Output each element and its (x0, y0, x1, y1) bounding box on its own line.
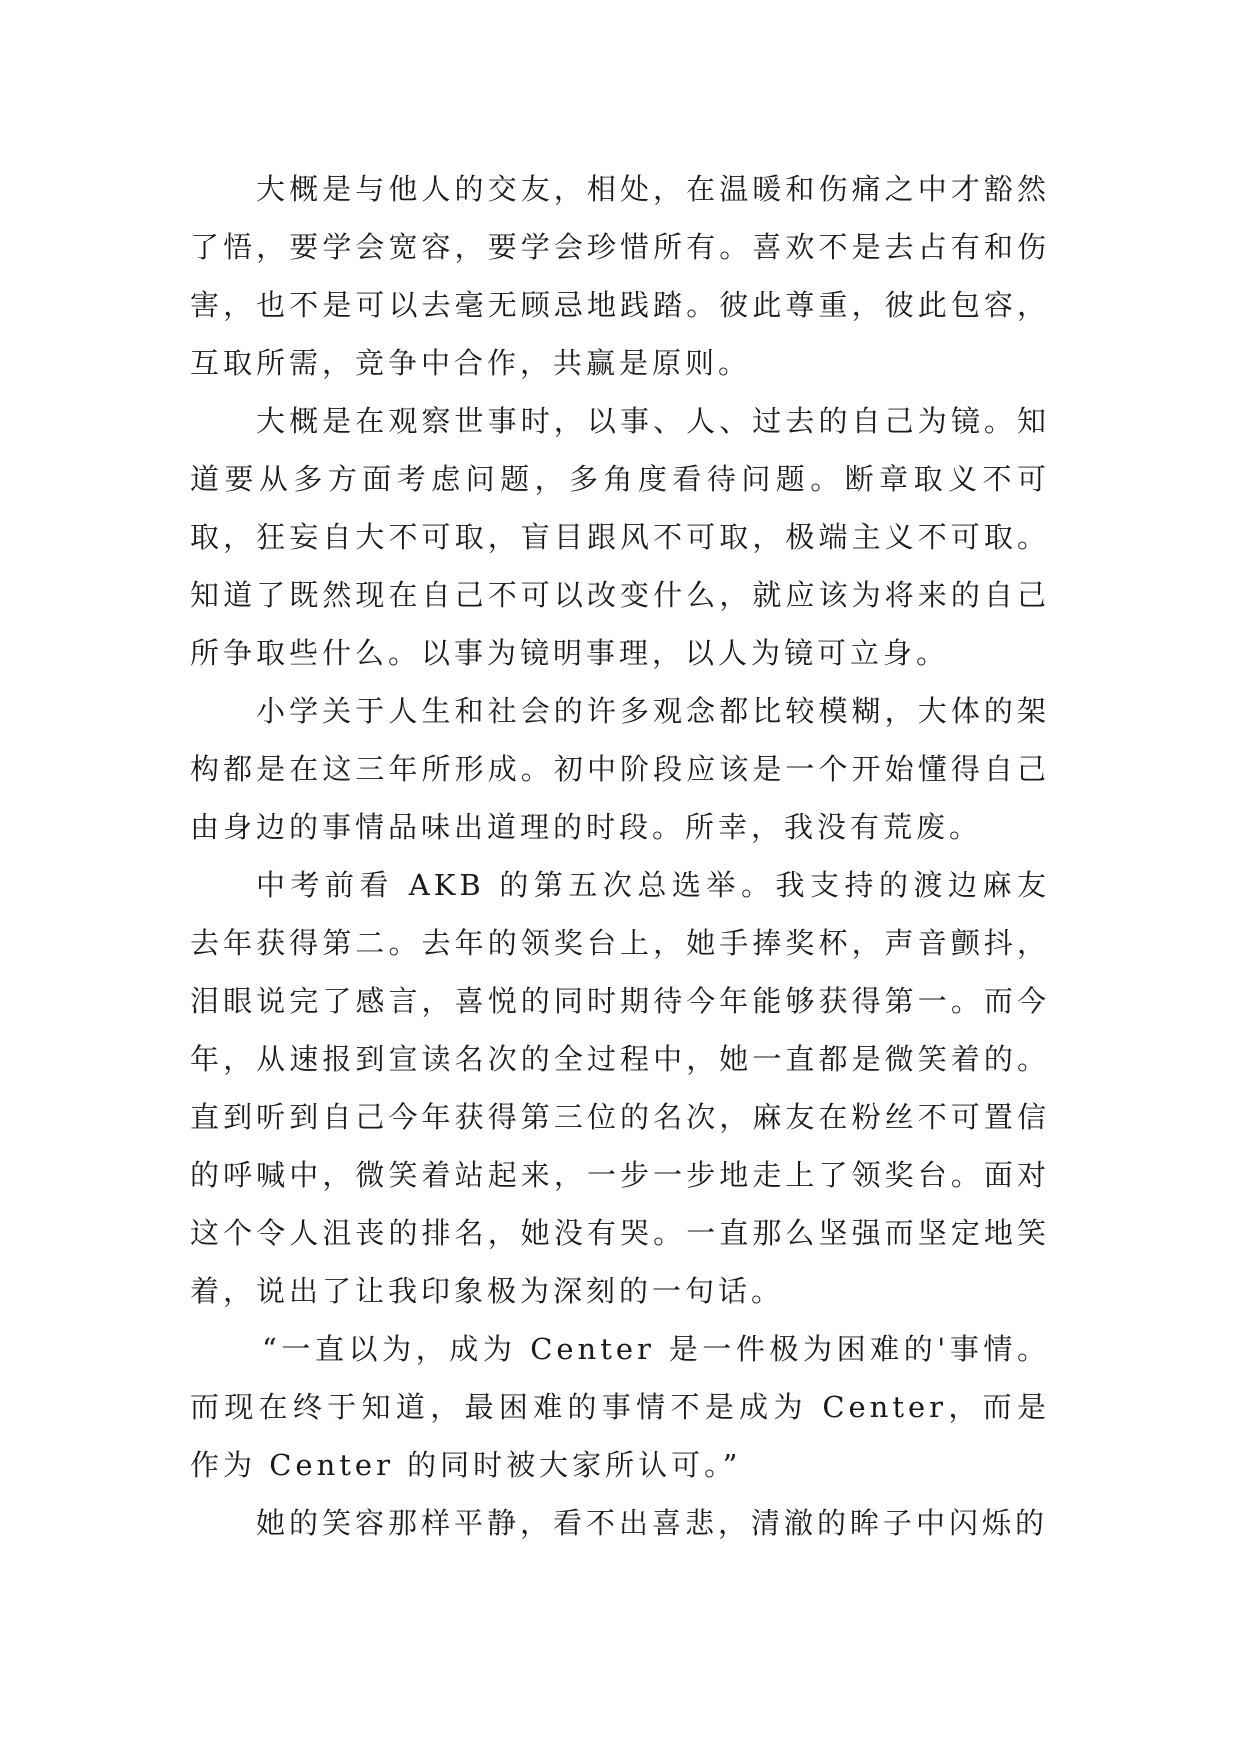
paragraph-1: 大概是与他人的交友，相处，在温暖和伤痛之中才豁然了悟，要学会宽容，要学会珍惜所有。喜欢不是去占有和伤害，也不是可以去毫无顾忌地践踏。彼此尊重，彼此包容，互取所需，竞争中合作，共赢是原则。 (190, 172, 1050, 380)
quote-paragraph: “一直以为，成为 Center 是一件极为困难的'事情。而现在终于知道，最困难的事情不是成为 Center，而是作为 Center 的同时被大家所认可。” (190, 1332, 1050, 1482)
paragraph-6: 她的笑容那样平静，看不出喜悲，清澈的眸子中闪烁的 (256, 1506, 1049, 1540)
body-text (190, 160, 1050, 1552)
paragraph-4: 中考前看 AKB 的第五次总选举。我支持的渡边麻友去年获得第二。去年的领奖台上，她手捧奖杯，声音颤抖，泪眼说完了感言，喜悦的同时期待今年能够获得第一。而今年，从速报到宣读名次的全过程中，她一直都是微笑着的。直到听到自己今年获得第三位的名次，麻友在粉丝不可置信的呼喊中，微笑着站起来，一步一步地走上了领奖台。面对这个令人沮丧的排名，她没有哭。一直那么坚强而坚定地笑着，说出了让我印象极为深刻的一句话。 (190, 868, 1050, 1308)
paragraph-3: 小学关于人生和社会的许多观念都比较模糊，大体的架构都是在这三年所形成。初中阶段应该是一个开始懂得自己由身边的事情品味出道理的时段。所幸，我没有荒废。 (190, 694, 1050, 844)
paragraph-2: 大概是在观察世事时，以事、人、过去的自己为镜。知道要从多方面考虑问题，多角度看待问题。断章取义不可取，狂妄自大不可取，盲目跟风不可取，极端主义不可取。知道了既然现在自己不可以改变什么，就应该为将来的自己所争取些什么。以事为镜明事理，以人为镜可立身。 (190, 404, 1050, 670)
